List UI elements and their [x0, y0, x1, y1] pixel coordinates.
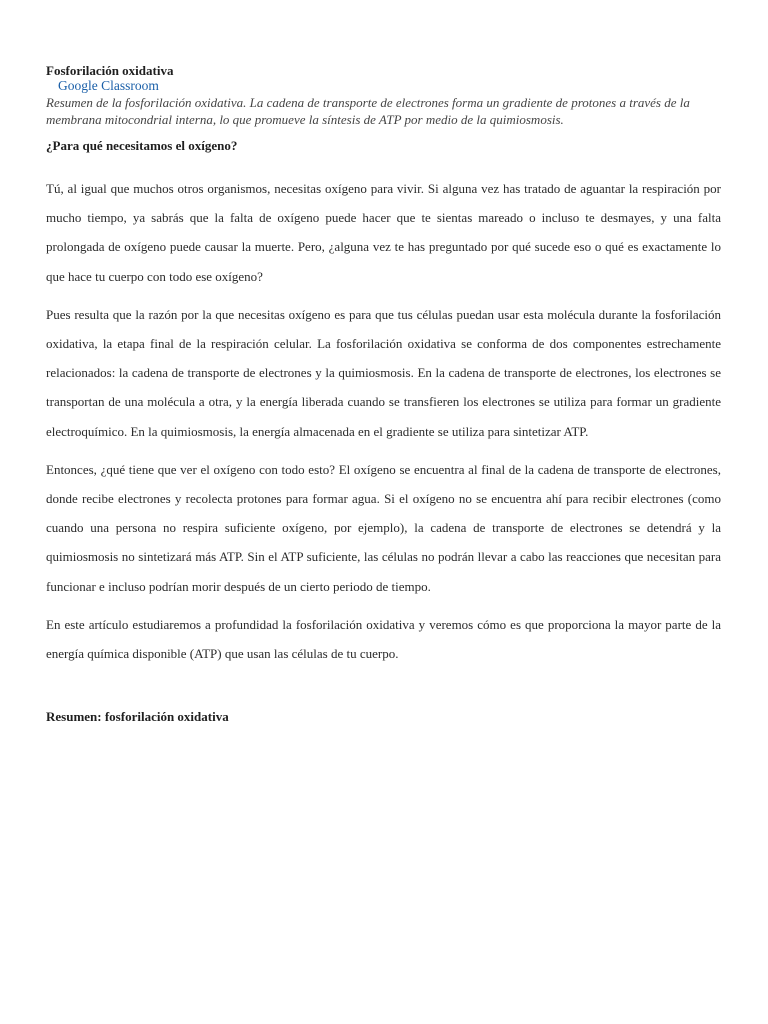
section-heading-summary: Resumen: fosforilación oxidativa — [46, 709, 229, 725]
paragraph-3: Entonces, ¿qué tiene que ver el oxígeno con todo esto? El oxígeno se encuentra al final de la cadena de transporte de electrones, donde recibe electrones y recolecta protones para formar agua. Si el oxígeno no se encuentra ahí para recibir electrones (como cuando una persona no respira suficiente oxígeno, por ejemplo), la cadena de transporte de electrones se detendrá y la quimiosmosis no sintetizará más ATP. Sin el ATP suficiente, las células no podrán llevar a cabo las reacciones que necesitan para funcionar e incluso podrían morir después de un cierto periodo de tiempo. — [46, 461, 721, 594]
paragraph-2: Pues resulta que la razón por la que necesitas oxígeno es para que tus células puedan usar esta molécula durante la fosforilación oxidativa, la etapa final de la respiración celular. La fosforilación oxidativa se conforma de dos componentes estrechamente relacionados: la cadena de transporte de electrones y la quimiosmosis. En la cadena de transporte de electrones, los electrones se transportan de una molécula a otra, y la energía liberada cuando se transfieren los electrones se utiliza para formar un gradiente electroquímico. En la quimiosmosis, la energía almacenada en el gradiente se utiliza para sintetizar ATP. — [46, 306, 721, 439]
paragraph-1: Tú, al igual que muchos otros organismos, necesitas oxígeno para vivir. Si alguna vez has tratado de aguantar la respiración por mucho tiempo, ya sabrás que la falta de oxígeno puede hacer que te sientas mareado o incluso te desmayes, y una falta prolongada de oxígeno puede causar la muerte. Pero, ¿alguna vez te has preguntado por qué sucede eso o qué es exactamente lo que hace tu cuerpo con todo ese oxígeno? — [46, 181, 721, 284]
paragraph-4: En este artículo estudiaremos a profundidad la fosforilación oxidativa y veremos cómo es que proporciona la mayor parte de la energía química disponible (ATP) que usan las células de tu cuerpo. — [46, 616, 721, 662]
google-classroom-link[interactable]: Google Classroom — [58, 78, 159, 93]
document-title: Fosforilación oxidativa — [46, 63, 174, 78]
question-heading: ¿Para qué necesitamos el oxígeno? — [46, 138, 238, 153]
article-summary: Resumen de la fosforilación oxidativa. La cadena de transporte de electrones forma un gradiente de protones a través de la membrana mitocondrial interna, lo que promueve la síntesis de ATP por medio de la quimiosmosis. — [46, 95, 690, 127]
